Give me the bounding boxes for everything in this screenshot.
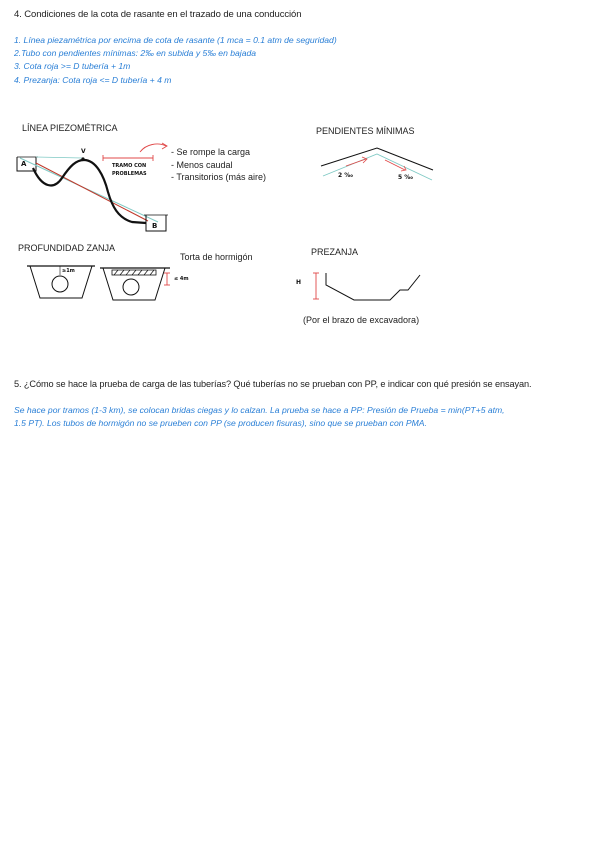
reservoir-b-label: B <box>152 222 158 230</box>
question-5-answer <box>14 404 594 431</box>
note-2: - Menos caudal <box>171 159 233 170</box>
slope-right-label: 5 ‰ <box>398 174 413 181</box>
answer-line-1: 1. Línea piezamétrica por encima de cota de rasante (1 mca = 0.1 atm de seguridad) <box>14 35 337 45</box>
prezanja-title: PREZANJA <box>311 247 359 257</box>
piezometric-title: LÍNEA PIEZOMÉTRICA <box>22 123 118 133</box>
answer-line-2: 2.Tubo con pendientes mínimas: 2‰ en subida y 5‰ en bajada <box>14 48 257 59</box>
question-5-answer-line-2: 1.5 PT). Los tubos de hormigón no se prueben con PP (se producen fisuras), sino que se prueban con PMA. <box>14 418 427 429</box>
note-3: - Transitorios (más aire) <box>171 172 267 182</box>
trench-title: PROFUNDIDAD ZANJA <box>18 243 116 253</box>
slope-left-label: 2 ‰ <box>338 172 353 179</box>
slopes-title: PENDIENTES MÍNIMAS <box>316 126 415 136</box>
answer-line-3: 3. Cota roja >= D tubería + 1m <box>14 61 131 72</box>
prezanja-caption: (Por el brazo de excavadora) <box>303 315 420 325</box>
reservoir-a-label: A <box>21 160 27 168</box>
question-5-answer-line-1: Se hace por tramos (1-3 km), se colocan bridas ciegas y lo calzan. La prueba se hace a PP: Presión de Prueba = min(PT+5 atm, <box>14 405 505 415</box>
trench-depth-1-label: ≥1m <box>62 268 75 274</box>
note-1: - Se rompe la carga <box>171 147 251 157</box>
tramo-label-line1: TRAMO CON <box>112 163 147 169</box>
question-5-title: 5. ¿Cómo se hace la prueba de carga de las tuberías? Qué tuberías no se prueban con PP, e indicar con qué presión se ensayan. <box>14 379 532 389</box>
tramo-label-line2: PROBLEMAS <box>112 171 147 177</box>
vertex-v-label: V <box>81 148 86 155</box>
concrete-label: Torta de hormigón <box>180 252 253 262</box>
prezanja-h-label: H <box>296 279 302 286</box>
answer-line-4: 4. Prezanja: Cota roja <= D tubería + 4 m <box>14 74 172 85</box>
question-4-title: 4. Condiciones de la cota de rasante en el trazado de una conducción <box>14 9 302 20</box>
trench-depth-2-label: ≤ 4m <box>174 276 189 282</box>
